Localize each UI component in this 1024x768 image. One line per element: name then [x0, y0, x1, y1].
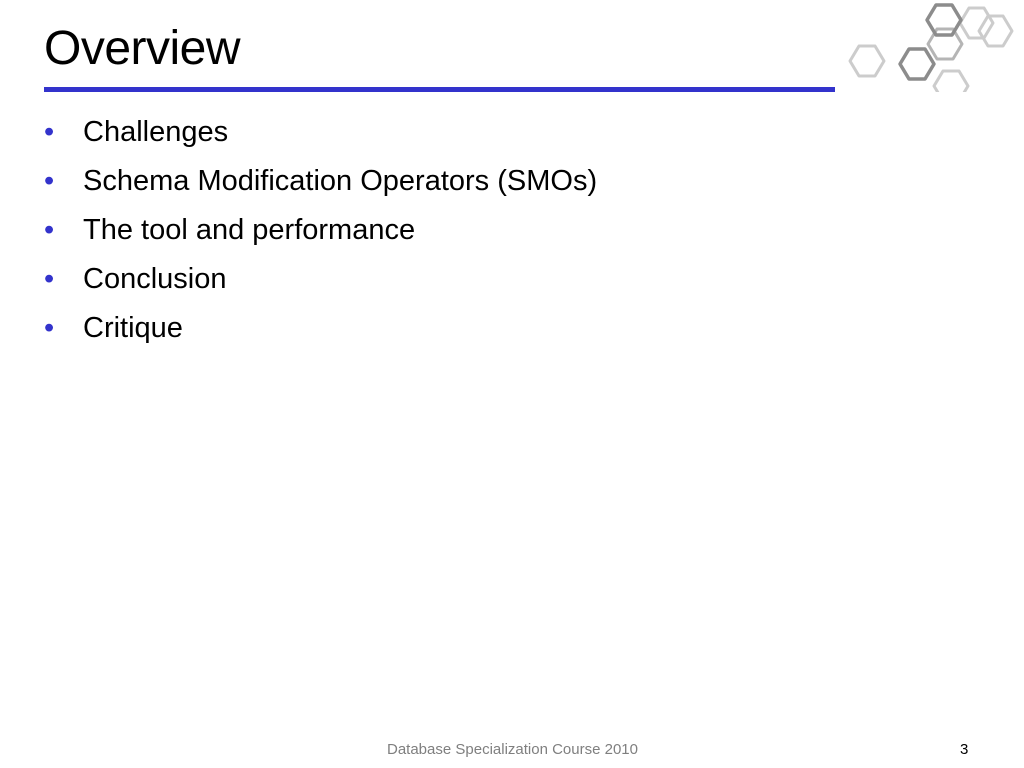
title-underline	[44, 87, 835, 92]
bullet-list	[44, 108, 597, 353]
slide-title: Overview	[44, 22, 241, 75]
bullet-text: Critique	[83, 312, 183, 344]
hexagon-shape	[979, 16, 1012, 46]
bullet-dot-icon: •	[44, 312, 55, 344]
slide-footer: Database Specialization Course 2010	[387, 741, 638, 758]
bullet-item	[44, 304, 597, 353]
hexagon-shape	[960, 8, 993, 38]
bullet-text: Schema Modification Operators (SMOs)	[83, 165, 598, 197]
bullet-dot-icon: •	[44, 214, 55, 246]
hexagon-cluster-icon	[840, 0, 1024, 92]
bullet-text: The tool and performance	[83, 214, 416, 246]
bullet-text: Conclusion	[83, 263, 227, 295]
bullet-dot-icon: •	[44, 263, 55, 295]
hexagon-shape	[850, 46, 884, 76]
bullet-item	[44, 108, 597, 157]
bullet-item	[44, 157, 597, 206]
bullet-text: Challenges	[83, 116, 229, 148]
bullet-item	[44, 255, 597, 304]
bullet-dot-icon: •	[44, 165, 55, 197]
hexagon-shape	[900, 49, 934, 79]
hexagon-shape	[934, 71, 968, 92]
bullet-dot-icon: •	[44, 116, 55, 148]
bullet-item	[44, 206, 597, 255]
slide-number: 3	[960, 741, 969, 758]
